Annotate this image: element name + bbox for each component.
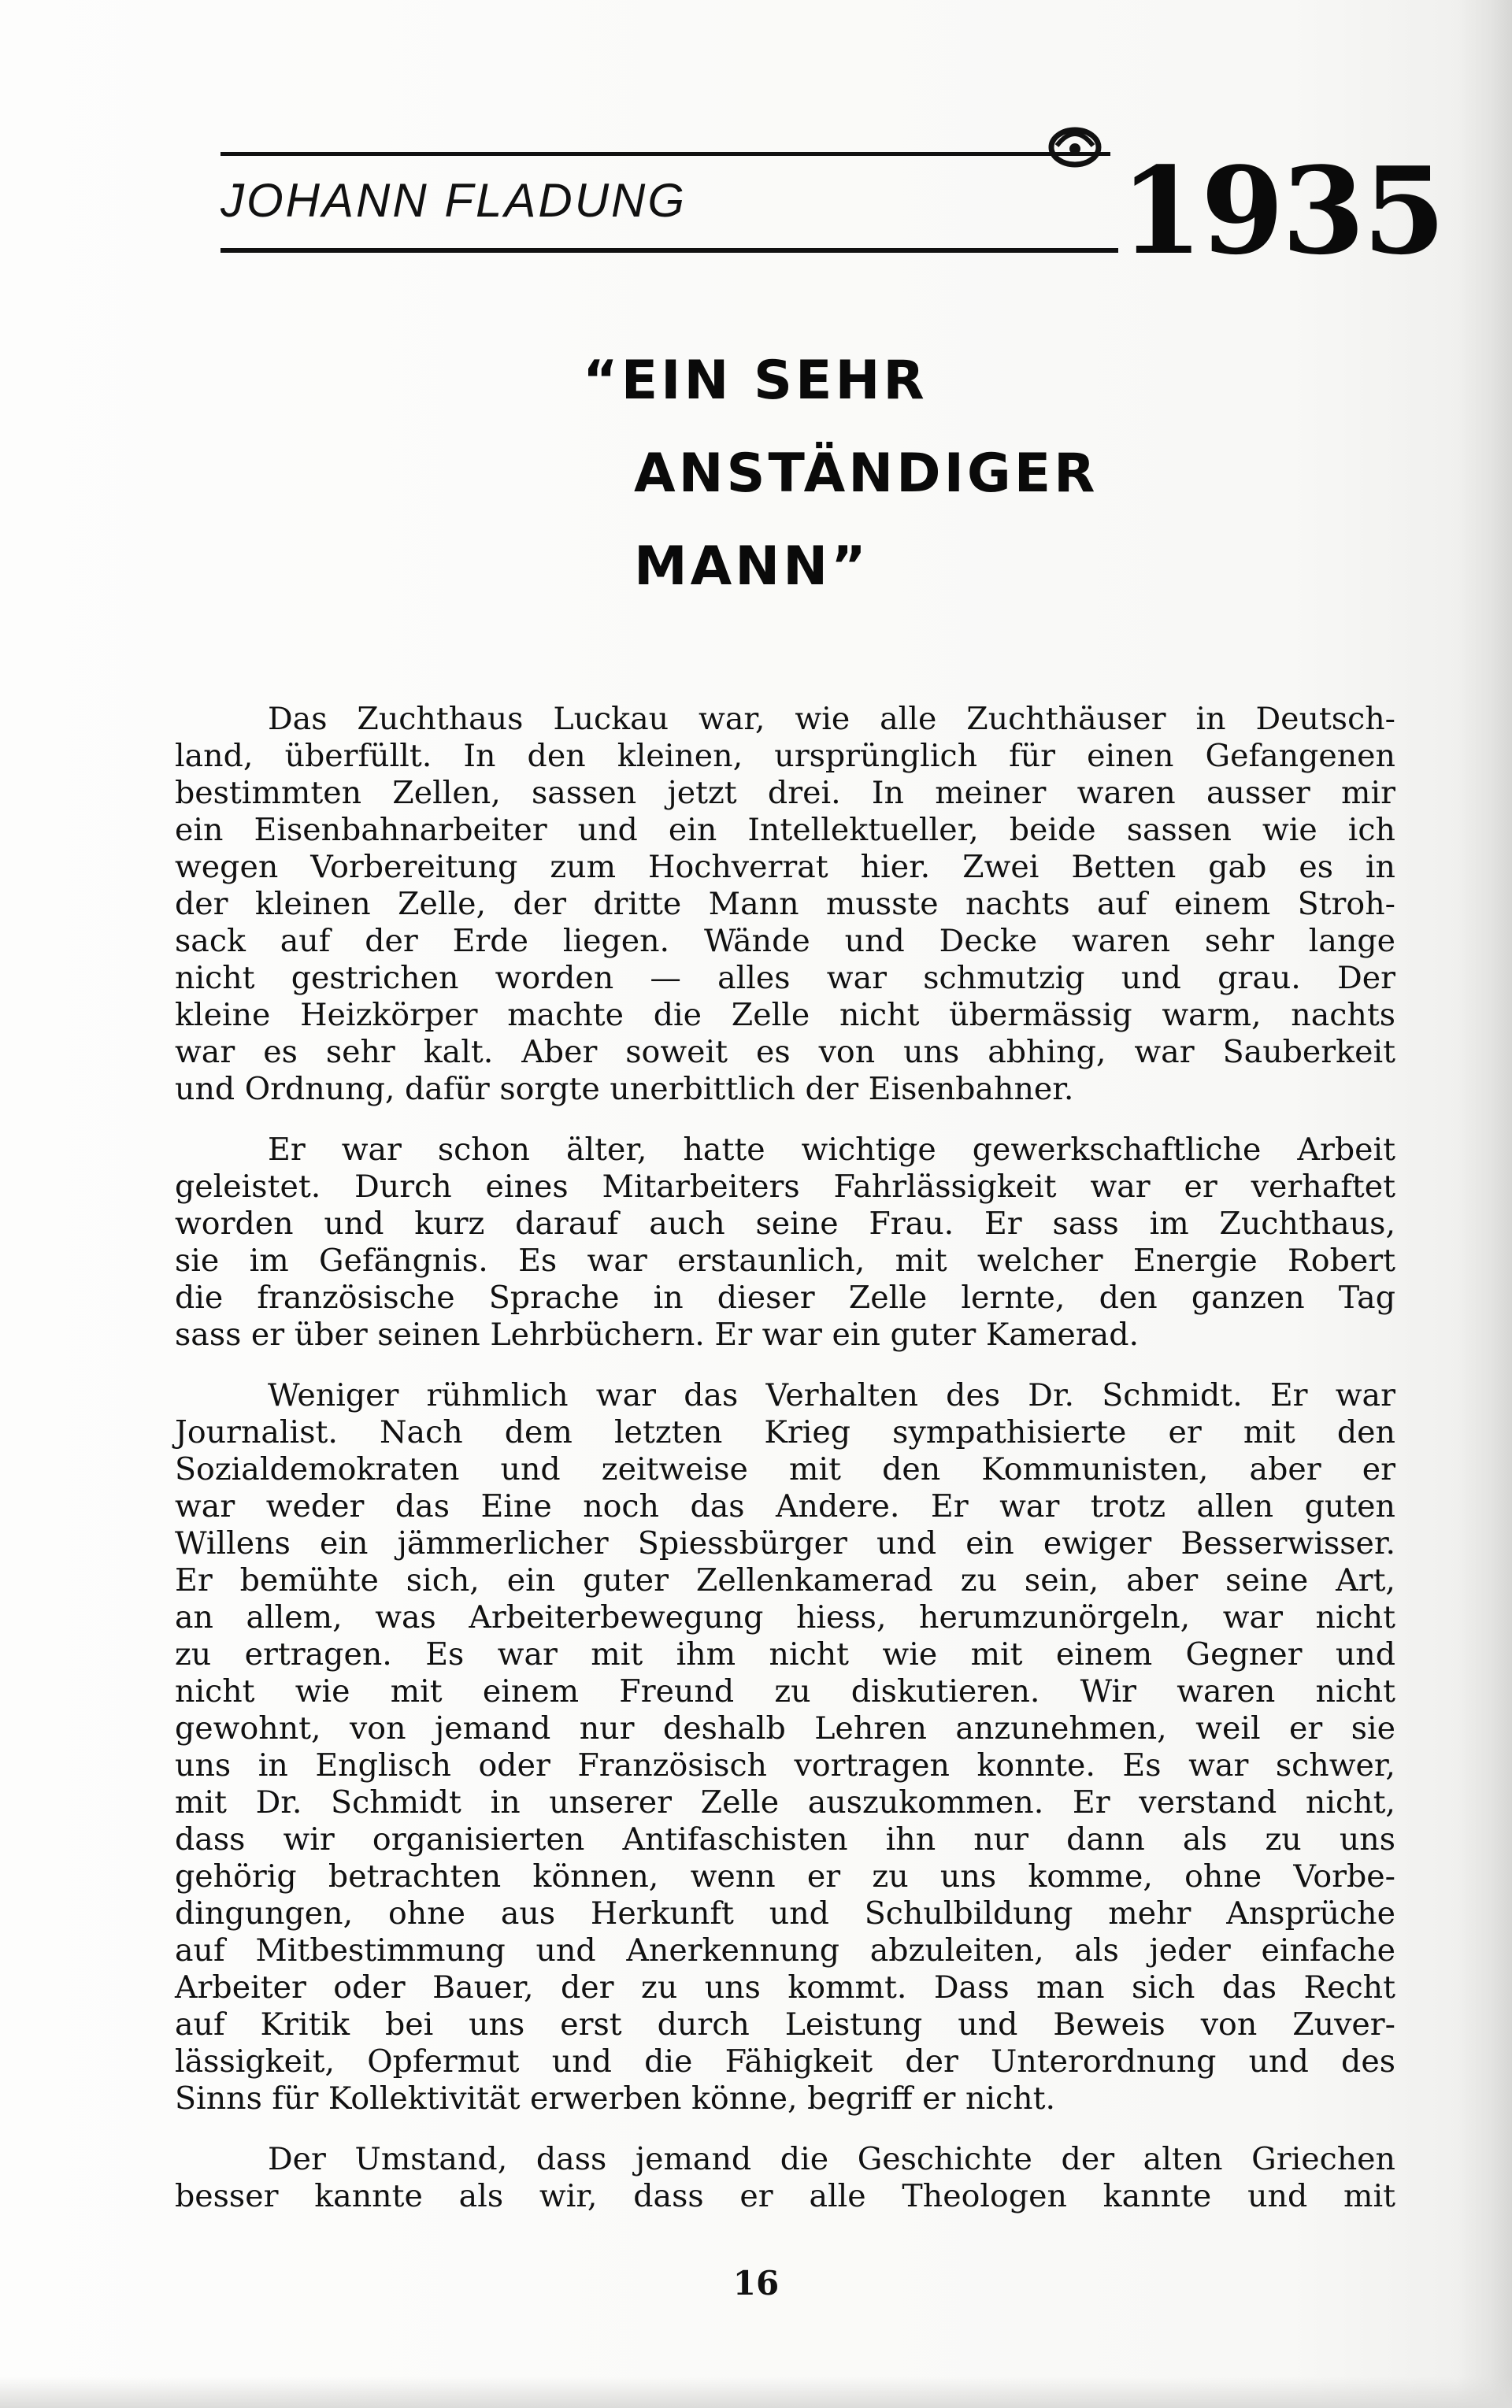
text-line: war weder das Eine noch das Andere. Er war trotz allen guten — [175, 1488, 1395, 1524]
page-bottom-shadow — [0, 2377, 1512, 2408]
text-line: sack auf der Erde liegen. Wände und Decke waren sehr lange — [175, 923, 1395, 959]
paragraph-gap — [175, 1108, 1395, 1132]
text-line: Weniger rühmlich war das Verhalten des Dr. Schmidt. Er war — [268, 1377, 1395, 1413]
text-line: zu ertragen. Es war mit ihm nicht wie mit einem Gegner und — [175, 1636, 1395, 1673]
paragraph — [175, 2141, 1395, 2215]
text-line: Er bemühte sich, ein guter Zellenkamerad zu sein, aber seine Art, — [175, 1562, 1395, 1599]
text-line: worden und kurz darauf auch seine Frau. Er sass im Zuchthaus, — [175, 1206, 1395, 1242]
header-top-rule — [220, 152, 1110, 156]
paragraph-gap — [175, 2117, 1395, 2141]
title-line-2: ANSTÄNDIGER — [634, 443, 1099, 505]
text-line: Sozialdemokraten und zeitweise mit den Kommunisten, aber er — [175, 1451, 1395, 1487]
text-line: dass wir organisierten Antifaschisten ihn nur dann als zu uns — [175, 1821, 1395, 1858]
text-line: mit Dr. Schmidt in unserer Zelle auszukommen. Er verstand nicht, — [175, 1784, 1395, 1821]
text-line: sie im Gefängnis. Es war erstaunlich, mit welcher Energie Robert — [175, 1243, 1395, 1279]
text-line: bestimmten Zellen, sassen jetzt drei. In meiner waren ausser mir — [175, 775, 1395, 811]
text-line: auf Mitbestimmung und Anerkennung abzuleiten, als jeder einfache — [175, 1932, 1395, 1969]
text-line: ein Eisenbahnarbeiter und ein Intellektueller, beide sassen wie ich — [175, 812, 1395, 848]
header-bottom-rule — [220, 248, 1118, 253]
ornament-icon — [1040, 114, 1110, 177]
text-line: land, überfüllt. In den kleinen, ursprünglich für einen Gefangenen — [175, 738, 1395, 774]
text-line: auf Kritik bei uns erst durch Leistung und Beweis von Zuver- — [175, 2006, 1395, 2043]
page-number: 16 — [732, 2264, 780, 2302]
text-line: Sinns für Kollektivität erwerben könne, begriff er nicht. — [175, 2080, 1056, 2117]
text-line: Arbeiter oder Bauer, der zu uns kommt. Dass man sich das Recht — [175, 1969, 1395, 2006]
author-name: JOHANN FLADUNG — [220, 174, 687, 227]
text-line: sass er über seinen Lehrbüchern. Er war ein guter Kamerad. — [175, 1317, 1140, 1353]
text-line: Das Zuchthaus Luckau war, wie alle Zuchthäuser in Deutsch- — [268, 701, 1395, 737]
body-text — [175, 701, 1395, 2215]
text-line: lässigkeit, Opfermut und die Fähigkeit der Unterordnung und des — [175, 2043, 1395, 2080]
chapter-title — [583, 335, 1099, 613]
text-line: besser kannte als wir, dass er alle Theologen kannte und mit — [175, 2178, 1395, 2214]
text-line: nicht gestrichen worden — alles war schmutzig und grau. Der — [175, 960, 1395, 996]
paragraph-gap — [175, 1354, 1395, 1377]
text-line: nicht wie mit einem Freund zu diskutieren. Wir waren nicht — [175, 1673, 1395, 1710]
title-line-3: MANN” — [634, 535, 869, 598]
text-line: gehörig betrachten können, wenn er zu uns komme, ohne Vorbe- — [175, 1858, 1395, 1895]
text-line: wegen Vorbereitung zum Hochverrat hier. Zwei Betten gab es in — [175, 849, 1395, 885]
text-line: und Ordnung, dafür sorgte unerbittlich der Eisenbahner. — [175, 1071, 1074, 1107]
paragraph — [175, 1132, 1395, 1354]
text-line: der kleinen Zelle, der dritte Mann musste nachts auf einem Stroh- — [175, 886, 1395, 922]
paragraph — [175, 701, 1395, 1108]
text-line: Der Umstand, dass jemand die Geschichte der alten Griechen — [268, 2141, 1395, 2177]
text-line: dingungen, ohne aus Herkunft und Schulbildung mehr Ansprüche — [175, 1895, 1395, 1932]
text-line: Er war schon älter, hatte wichtige gewerkschaftliche Arbeit — [268, 1132, 1395, 1168]
text-line: gewohnt, von jemand nur deshalb Lehren anzunehmen, weil er sie — [175, 1710, 1395, 1747]
text-line: Journalist. Nach dem letzten Krieg sympathisierte er mit den — [175, 1414, 1395, 1450]
text-line: an allem, was Arbeiterbewegung hiess, herumzunörgeln, war nicht — [175, 1599, 1395, 1636]
year-heading: 1935 — [1120, 140, 1444, 281]
text-line: geleistet. Durch eines Mitarbeiters Fahrlässigkeit war er verhaftet — [175, 1169, 1395, 1205]
page-edge-shadow — [1457, 0, 1512, 2408]
text-line: kleine Heizkörper machte die Zelle nicht übermässig warm, nachts — [175, 997, 1395, 1033]
chapter-header — [220, 118, 1444, 281]
text-line: war es sehr kalt. Aber soweit es von uns abhing, war Sauberkeit — [175, 1034, 1395, 1070]
paragraph — [175, 1377, 1395, 2117]
text-line: uns in Englisch oder Französisch vortragen konnte. Es war schwer, — [175, 1747, 1395, 1784]
text-line: Willens ein jämmerlicher Spiessbürger und ein ewiger Besserwisser. — [175, 1525, 1395, 1561]
text-line: die französische Sprache in dieser Zelle lernte, den ganzen Tag — [175, 1280, 1395, 1316]
title-line-1: “EIN SEHR — [583, 350, 928, 412]
